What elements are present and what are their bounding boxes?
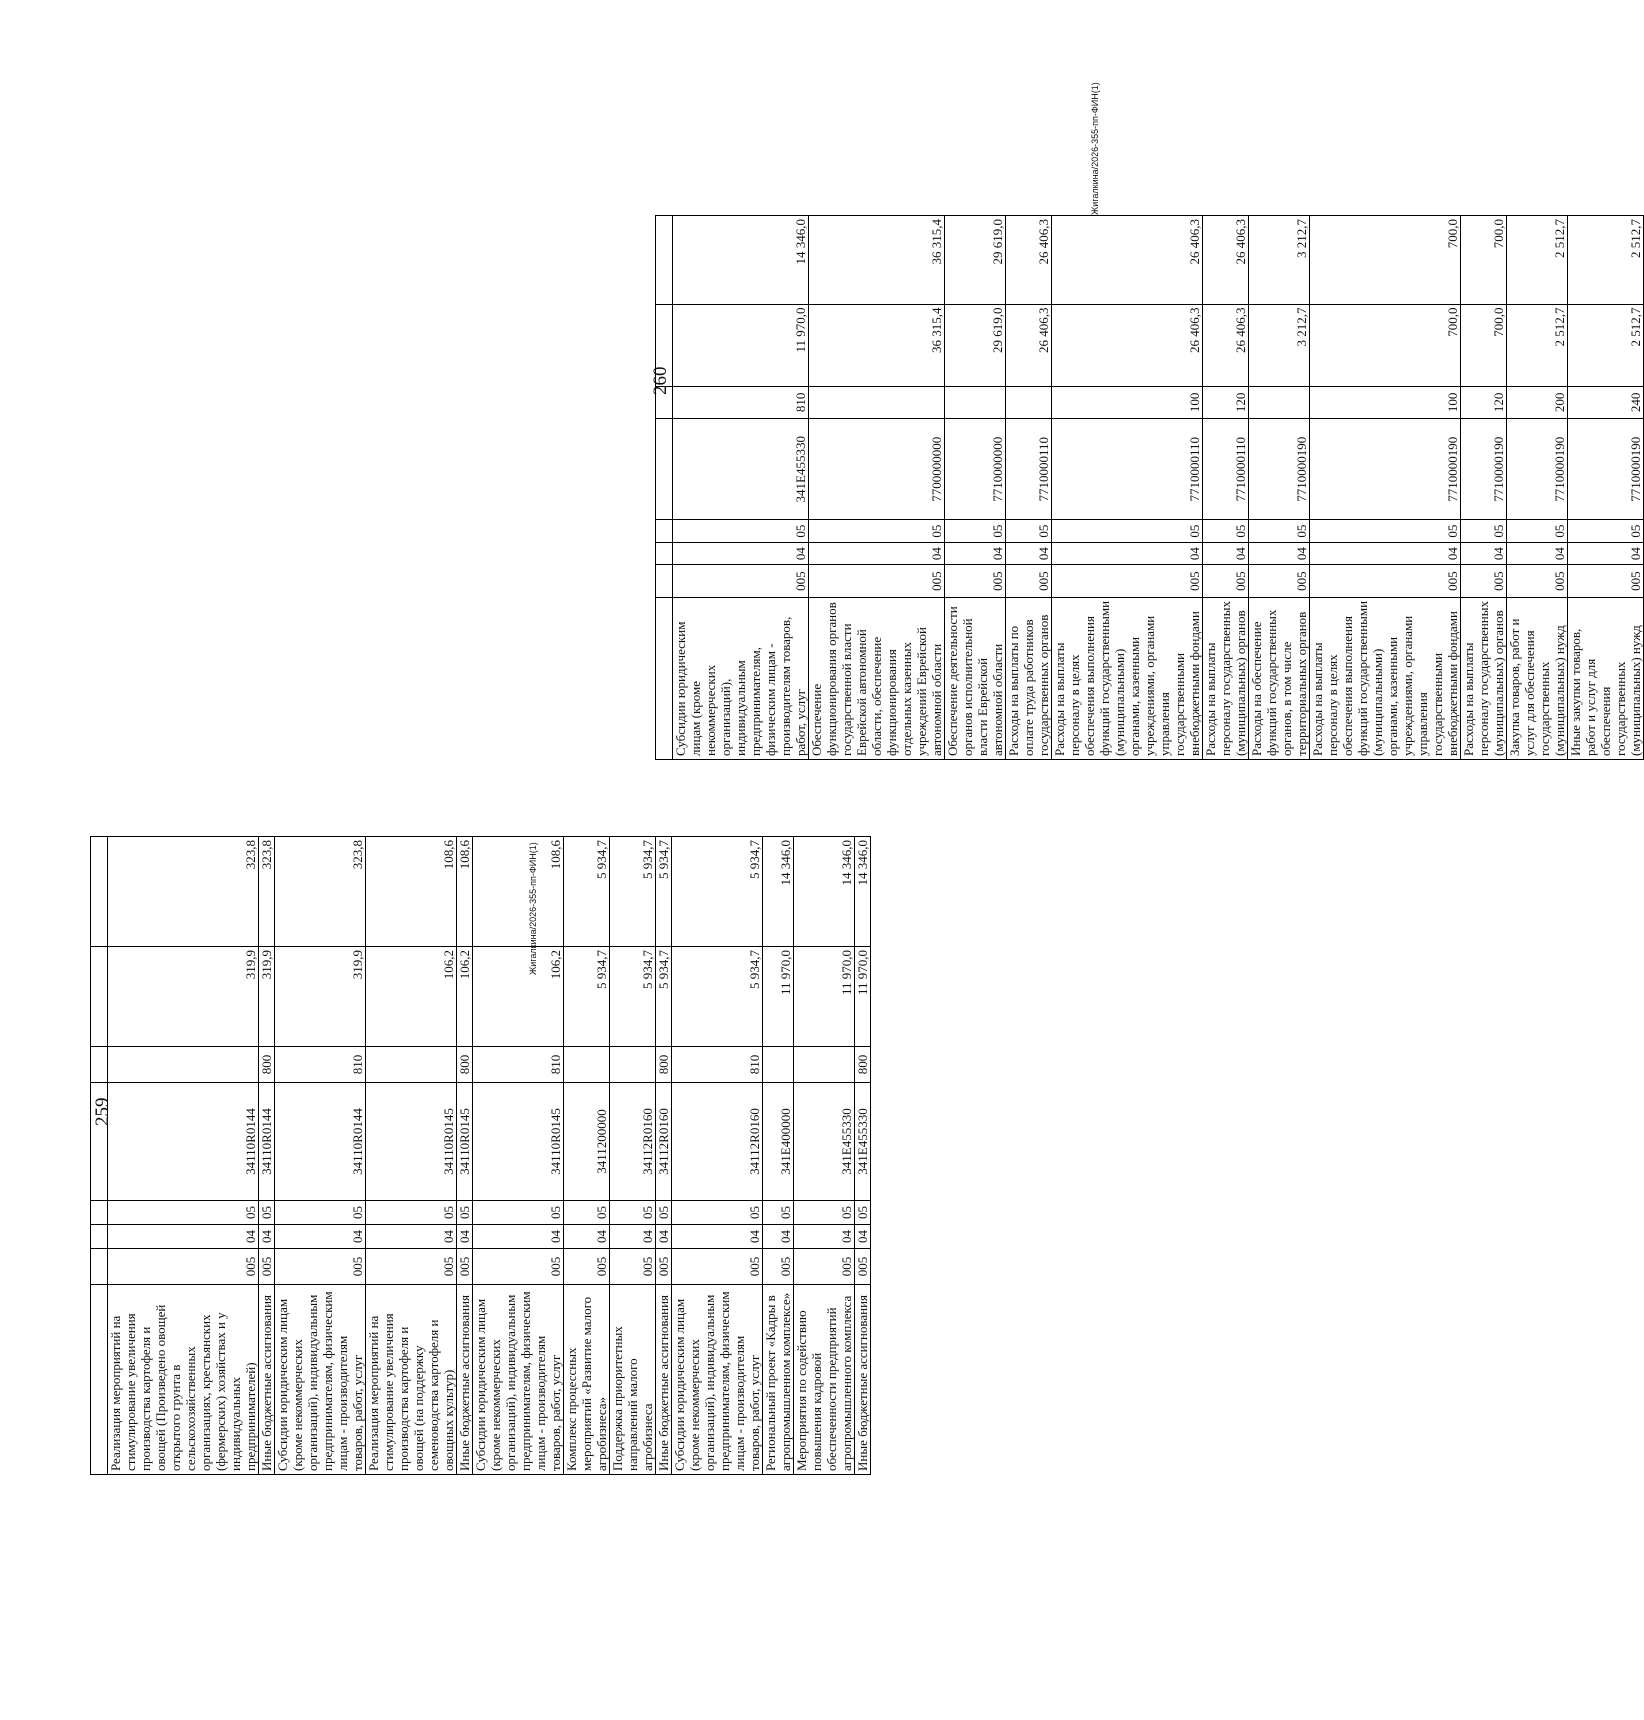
row-target-article: 7710000110 <box>1203 419 1249 520</box>
row-target-article: 34110R0145 <box>473 1083 564 1201</box>
row-target-article: 34110R0145 <box>457 1083 473 1201</box>
row-subsection: 05 <box>366 1201 457 1225</box>
page-footer: Жигалкина/2026-355-пп-ФИН(1) <box>1090 82 1100 215</box>
table-row <box>564 837 610 1475</box>
table-row <box>259 837 275 1475</box>
row-amount-2028: 700,0 <box>1461 216 1507 305</box>
row-target-article <box>656 419 673 520</box>
row-name: Иные бюджетные ассигнования <box>259 1285 275 1475</box>
table-row <box>809 216 945 760</box>
row-amount-2028: 323,8 <box>108 837 259 947</box>
row-name: Иные закупки товаров, работ и услуг для обеспечения государственных (муниципальных) нужд <box>1568 597 1644 759</box>
row-admin-code: 005 <box>1507 565 1568 597</box>
row-section: 04 <box>275 1225 366 1249</box>
row-amount-2027: 5 934,7 <box>656 947 672 1047</box>
table-row <box>91 837 108 1475</box>
row-subsection: 05 <box>1310 520 1461 542</box>
table-row <box>855 837 871 1475</box>
row-section: 04 <box>259 1225 275 1249</box>
row-expense-type <box>1249 386 1310 418</box>
row-amount-2027: 106,2 <box>457 947 473 1047</box>
row-name <box>91 1285 108 1475</box>
row-admin-code: 005 <box>1461 565 1507 597</box>
row-expense-type: 100 <box>1310 386 1461 418</box>
row-admin-code: 005 <box>366 1249 457 1285</box>
row-expense-type: 100 <box>1052 386 1203 418</box>
row-expense-type: 800 <box>457 1047 473 1083</box>
row-expense-type: 120 <box>1461 386 1507 418</box>
row-target-article: 7710000110 <box>1006 419 1052 520</box>
page-number: 259 <box>92 1097 113 1126</box>
row-section: 04 <box>1249 542 1310 564</box>
row-admin-code: 005 <box>1310 565 1461 597</box>
row-amount-2027: 5 934,7 <box>672 947 763 1047</box>
row-subsection: 05 <box>763 1201 794 1225</box>
row-amount-2027: 26 406,3 <box>1052 304 1203 386</box>
table-row <box>473 837 564 1475</box>
row-name: Расходы на выплаты персоналу государственных (муниципальных) органов <box>1461 597 1507 759</box>
row-amount-2027: 26 406,3 <box>1006 304 1052 386</box>
row-expense-type <box>564 1047 610 1083</box>
row-admin-code: 005 <box>259 1249 275 1285</box>
row-section: 04 <box>108 1225 259 1249</box>
row-amount-2028: 14 346,0 <box>855 837 871 947</box>
row-name <box>656 597 673 759</box>
table-row <box>275 837 366 1475</box>
row-amount-2027: 106,2 <box>366 947 457 1047</box>
row-name: Расходы на выплаты персоналу в целях обеспечения выполнения функций государственными (муниципальными) органами, казенными учреждениями, органами управления государственными внебюджетными фондами <box>1310 597 1461 759</box>
row-amount-2028: 700,0 <box>1310 216 1461 305</box>
row-target-article: 7710000110 <box>1052 419 1203 520</box>
row-amount-2028: 108,6 <box>457 837 473 947</box>
page-259 <box>90 836 871 1475</box>
row-section: 04 <box>1461 542 1507 564</box>
row-expense-type: 800 <box>259 1047 275 1083</box>
row-subsection: 05 <box>275 1201 366 1225</box>
row-target-article: 341Е455330 <box>794 1083 855 1201</box>
row-section: 04 <box>473 1225 564 1249</box>
row-admin-code: 005 <box>1203 565 1249 597</box>
table-row <box>673 216 809 760</box>
row-amount-2027: 700,0 <box>1310 304 1461 386</box>
table-row <box>672 837 763 1475</box>
row-name: Комплекс процессных мероприятий «Развитие малого агробизнеса» <box>564 1285 610 1475</box>
row-amount-2028: 5 934,7 <box>656 837 672 947</box>
row-amount-2028: 2 512,7 <box>1568 216 1644 305</box>
row-subsection: 05 <box>1203 520 1249 542</box>
row-expense-type: 800 <box>855 1047 871 1083</box>
row-expense-type <box>610 1047 656 1083</box>
row-target-article: 34110R0144 <box>275 1083 366 1201</box>
row-target-article: 7710000190 <box>1249 419 1310 520</box>
row-section: 04 <box>564 1225 610 1249</box>
row-name: Расходы на выплаты персоналу государственных (муниципальных) органов <box>1203 597 1249 759</box>
table-row <box>366 837 457 1475</box>
row-amount-2027: 26 406,3 <box>1203 304 1249 386</box>
row-name: Обеспечение функционирования органов государственной власти Еврейской автономной области, обеспечение функционирования отдельных казенных учреждений Еврейской автономной области <box>809 597 945 759</box>
row-admin-code: 005 <box>610 1249 656 1285</box>
row-amount-2028: 26 406,3 <box>1052 216 1203 305</box>
row-target-article: 34110R0144 <box>259 1083 275 1201</box>
row-amount-2028: 29 619,0 <box>945 216 1006 305</box>
table-row <box>1006 216 1052 760</box>
row-admin-code: 005 <box>275 1249 366 1285</box>
row-subsection: 05 <box>1006 520 1052 542</box>
row-section: 04 <box>366 1225 457 1249</box>
table-row <box>1249 216 1310 760</box>
row-amount-2028: 26 406,3 <box>1006 216 1052 305</box>
row-amount-2027: 319,9 <box>108 947 259 1047</box>
row-amount-2028: 5 934,7 <box>672 837 763 947</box>
row-amount-2028 <box>656 216 673 305</box>
row-section: 04 <box>1568 542 1644 564</box>
row-target-article: 7710000000 <box>945 419 1006 520</box>
row-amount-2028: 5 934,7 <box>610 837 656 947</box>
row-section: 04 <box>809 542 945 564</box>
row-name: Расходы на выплаты по оплате труда работников государственных органов <box>1006 597 1052 759</box>
row-expense-type: 200 <box>1507 386 1568 418</box>
row-target-article: 7710000190 <box>1310 419 1461 520</box>
row-name: Закупка товаров, работ и услуг для обеспечения государственных (муниципальных) нужд <box>1507 597 1568 759</box>
row-section <box>656 542 673 564</box>
row-amount-2028 <box>91 837 108 947</box>
row-amount-2028: 108,6 <box>366 837 457 947</box>
row-section: 04 <box>1052 542 1203 564</box>
row-amount-2027: 319,9 <box>275 947 366 1047</box>
row-name: Субсидии юридическим лицам (кроме некоммерческих организаций), индивидуальным предпринимателям, физическим лицам - производителям товаров, работ, услуг <box>473 1285 564 1475</box>
row-subsection: 05 <box>656 1201 672 1225</box>
row-section: 04 <box>457 1225 473 1249</box>
table-row <box>1052 216 1203 760</box>
row-admin-code: 005 <box>457 1249 473 1285</box>
row-amount-2027: 36 315,4 <box>809 304 945 386</box>
row-amount-2028: 108,6 <box>473 837 564 947</box>
row-admin-code: 005 <box>1568 565 1644 597</box>
row-subsection <box>656 520 673 542</box>
budget-table-260 <box>655 215 1644 760</box>
row-section: 04 <box>763 1225 794 1249</box>
row-target-article: 34112R0160 <box>656 1083 672 1201</box>
row-expense-type: 810 <box>473 1047 564 1083</box>
budget-table-259 <box>90 836 871 1475</box>
row-section: 04 <box>855 1225 871 1249</box>
row-target-article: 3411200000 <box>564 1083 610 1201</box>
row-name: Расходы на обеспечение функций государственных органов, в том числе территориальных органов <box>1249 597 1310 759</box>
row-target-article: 7700000000 <box>809 419 945 520</box>
row-section: 04 <box>794 1225 855 1249</box>
row-section: 04 <box>672 1225 763 1249</box>
row-subsection: 05 <box>1507 520 1568 542</box>
row-subsection: 05 <box>1461 520 1507 542</box>
table-row <box>1203 216 1249 760</box>
row-amount-2027 <box>91 947 108 1047</box>
row-subsection: 05 <box>473 1201 564 1225</box>
row-subsection: 05 <box>564 1201 610 1225</box>
row-admin-code <box>91 1249 108 1285</box>
row-name: Иные бюджетные ассигнования <box>457 1285 473 1475</box>
row-amount-2028: 14 346,0 <box>673 216 809 305</box>
row-name: Реализация мероприятий на стимулирование увеличения производства картофеля и овощей (на поддержку семеноводства картофеля и овощных культур) <box>366 1285 457 1475</box>
row-name: Обеспечение деятельности органов исполнительной власти Еврейской автономной области <box>945 597 1006 759</box>
row-section: 04 <box>1203 542 1249 564</box>
table-row <box>610 837 656 1475</box>
row-amount-2027: 11 970,0 <box>763 947 794 1047</box>
row-amount-2028: 323,8 <box>275 837 366 947</box>
row-amount-2028: 323,8 <box>259 837 275 947</box>
row-name: Субсидии юридическим лицам (кроме некоммерческих организаций), индивидуальным предпринимателям, физическим лицам - производителям товаров, работ, услуг <box>672 1285 763 1475</box>
row-name: Реализация мероприятий на стимулирование увеличения производства картофеля и овощей (Произведено овощей открытого грунта в сельскохозяйственных организациях, крестьянских (фермерских) хозяйствах и у индивидуальных предпринимателей) <box>108 1285 259 1475</box>
row-admin-code: 005 <box>473 1249 564 1285</box>
row-expense-type: 800 <box>656 1047 672 1083</box>
row-target-article: 34110R0144 <box>108 1083 259 1201</box>
row-expense-type <box>945 386 1006 418</box>
table-row <box>794 837 855 1475</box>
row-amount-2027: 319,9 <box>259 947 275 1047</box>
row-admin-code: 005 <box>1006 565 1052 597</box>
row-name: Иные бюджетные ассигнования <box>855 1285 871 1475</box>
row-amount-2027: 700,0 <box>1461 304 1507 386</box>
row-target-article: 34112R0160 <box>610 1083 656 1201</box>
row-expense-type: 120 <box>1203 386 1249 418</box>
table-row <box>1568 216 1644 760</box>
row-admin-code: 005 <box>656 1249 672 1285</box>
row-section: 04 <box>1507 542 1568 564</box>
row-expense-type: 810 <box>672 1047 763 1083</box>
row-admin-code: 005 <box>564 1249 610 1285</box>
row-amount-2028: 14 346,0 <box>794 837 855 947</box>
row-name: Расходы на выплаты персоналу в целях обеспечения выполнения функций государственными (муниципальными) органами, казенными учреждениями, органами управления государственными внебюджетными фондами <box>1052 597 1203 759</box>
row-subsection: 05 <box>108 1201 259 1225</box>
row-name: Региональный проект «Кадры в агропромышленном комплексе» <box>763 1285 794 1475</box>
table-row <box>656 837 672 1475</box>
row-target-article: 341Е455330 <box>855 1083 871 1201</box>
row-target-article: 34110R0145 <box>366 1083 457 1201</box>
row-subsection: 05 <box>457 1201 473 1225</box>
row-admin-code: 005 <box>108 1249 259 1285</box>
row-amount-2028: 2 512,7 <box>1507 216 1568 305</box>
row-admin-code: 005 <box>1052 565 1203 597</box>
row-admin-code: 005 <box>1249 565 1310 597</box>
row-name: Мероприятия по содействию повышения кадровой обеспеченности предприятий агропромышленного комплекса <box>794 1285 855 1475</box>
row-expense-type <box>1006 386 1052 418</box>
row-amount-2028: 5 934,7 <box>564 837 610 947</box>
page-260 <box>655 215 1644 760</box>
table-row <box>457 837 473 1475</box>
row-target-article: 341Е455330 <box>673 419 809 520</box>
row-subsection: 05 <box>1052 520 1203 542</box>
row-section: 04 <box>1310 542 1461 564</box>
table-row <box>108 837 259 1475</box>
row-amount-2027: 5 934,7 <box>564 947 610 1047</box>
row-expense-type <box>809 386 945 418</box>
row-admin-code: 005 <box>673 565 809 597</box>
table-row <box>1461 216 1507 760</box>
table-row <box>763 837 794 1475</box>
row-admin-code: 005 <box>794 1249 855 1285</box>
table-row <box>656 216 673 760</box>
row-amount-2028: 3 212,7 <box>1249 216 1310 305</box>
row-amount-2028: 36 315,4 <box>809 216 945 305</box>
row-target-article: 341Е400000 <box>763 1083 794 1201</box>
table-row <box>1507 216 1568 760</box>
row-subsection <box>91 1201 108 1225</box>
row-section: 04 <box>610 1225 656 1249</box>
row-expense-type <box>91 1047 108 1083</box>
row-subsection: 05 <box>1249 520 1310 542</box>
row-amount-2027: 11 970,0 <box>673 304 809 386</box>
row-target-article: 7710000190 <box>1568 419 1644 520</box>
table-row <box>1310 216 1461 760</box>
row-subsection: 05 <box>809 520 945 542</box>
row-amount-2027: 11 970,0 <box>855 947 871 1047</box>
table-row <box>945 216 1006 760</box>
row-section: 04 <box>656 1225 672 1249</box>
row-amount-2027: 2 512,7 <box>1568 304 1644 386</box>
row-name: Поддержка приоритетных направлений малого агробизнеса <box>610 1285 656 1475</box>
row-subsection: 05 <box>1568 520 1644 542</box>
row-expense-type <box>763 1047 794 1083</box>
row-amount-2027: 3 212,7 <box>1249 304 1310 386</box>
row-amount-2028: 14 346,0 <box>763 837 794 947</box>
row-amount-2027: 5 934,7 <box>610 947 656 1047</box>
row-admin-code: 005 <box>809 565 945 597</box>
row-section: 04 <box>945 542 1006 564</box>
row-subsection: 05 <box>945 520 1006 542</box>
row-amount-2028: 26 406,3 <box>1203 216 1249 305</box>
row-amount-2027: 2 512,7 <box>1507 304 1568 386</box>
row-admin-code <box>656 565 673 597</box>
row-section: 04 <box>1006 542 1052 564</box>
row-admin-code: 005 <box>945 565 1006 597</box>
row-admin-code: 005 <box>855 1249 871 1285</box>
row-amount-2027: 11 970,0 <box>794 947 855 1047</box>
row-name: Субсидии юридическим лицам (кроме некоммерческих организаций), индивидуальным предпринимателям, физическим лицам - производителям товаров, работ, услуг <box>275 1285 366 1475</box>
row-target-article: 7710000190 <box>1507 419 1568 520</box>
row-name: Иные бюджетные ассигнования <box>656 1285 672 1475</box>
page-number: 260 <box>650 366 671 395</box>
row-expense-type <box>794 1047 855 1083</box>
row-admin-code: 005 <box>763 1249 794 1285</box>
row-expense-type <box>108 1047 259 1083</box>
row-expense-type <box>366 1047 457 1083</box>
row-section <box>91 1225 108 1249</box>
row-subsection: 05 <box>855 1201 871 1225</box>
row-subsection: 05 <box>259 1201 275 1225</box>
row-target-article: 34112R0160 <box>672 1083 763 1201</box>
row-section: 04 <box>673 542 809 564</box>
row-expense-type: 810 <box>673 386 809 418</box>
row-subsection: 05 <box>794 1201 855 1225</box>
row-subsection: 05 <box>610 1201 656 1225</box>
row-target-article: 7710000190 <box>1461 419 1507 520</box>
row-name: Субсидии юридическим лицам (кроме некоммерческих организаций), индивидуальным предпринимателям, физическим лицам - производителям товаров, работ, услуг <box>673 597 809 759</box>
row-subsection: 05 <box>673 520 809 542</box>
row-admin-code: 005 <box>672 1249 763 1285</box>
row-expense-type: 810 <box>275 1047 366 1083</box>
row-subsection: 05 <box>672 1201 763 1225</box>
row-amount-2027: 29 619,0 <box>945 304 1006 386</box>
row-amount-2027: 106,2 <box>473 947 564 1047</box>
page-footer: Жигалкина/2026-355-пп-ФИН(1) <box>528 842 538 975</box>
row-expense-type: 240 <box>1568 386 1644 418</box>
